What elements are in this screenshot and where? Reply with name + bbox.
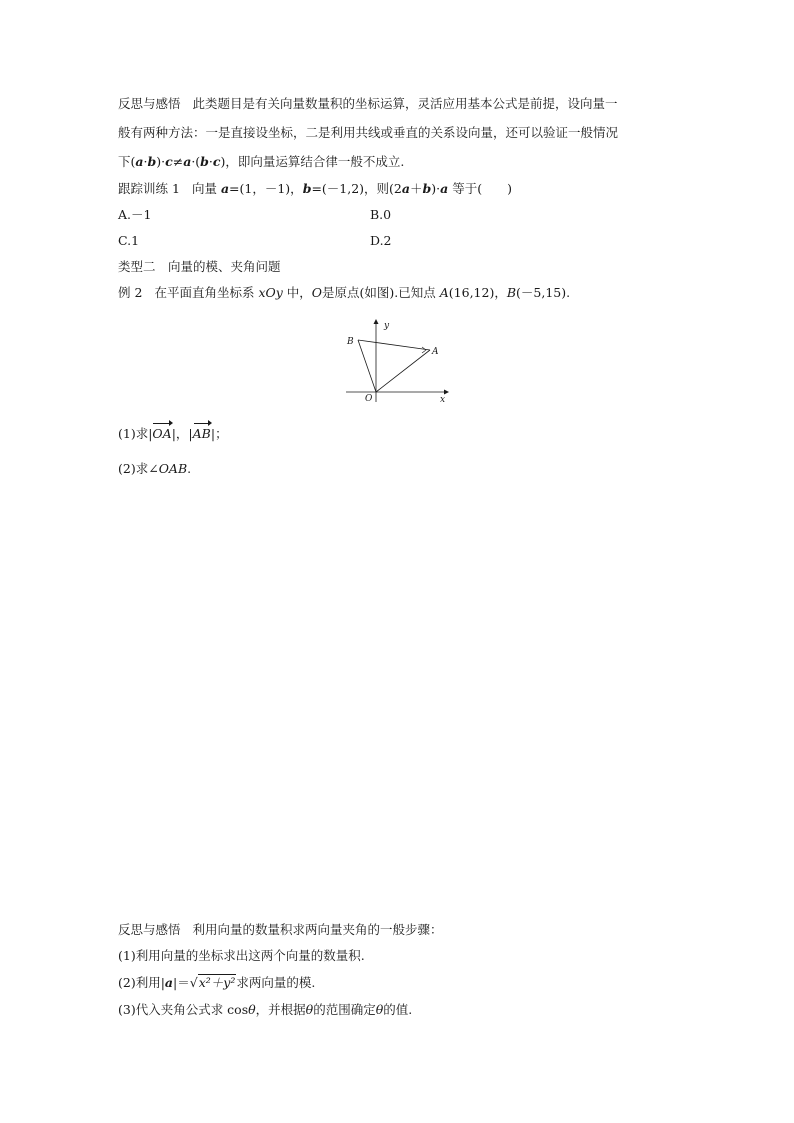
section2-title: 类型二 向量的模、夹角问题 xyxy=(118,259,281,274)
question-1: (1)求|OA|，|AB|； xyxy=(118,426,228,441)
reflection2-step2: (2)利用|a|＝√x²＋y²求两向量的模. xyxy=(118,975,316,990)
reflection1-line3: 下(a·b)·c≠a·(b·c)，即向量运算结合律一般不成立. xyxy=(118,154,405,169)
reflection1-line2: 般有两种方法：一是直接设坐标，二是利用共线或垂直的关系设向量，还可以验证一般情况 xyxy=(118,125,619,140)
sqrt-expression: x²＋y² xyxy=(198,975,236,990)
label-a: A xyxy=(432,347,439,357)
example2-stem: 例 2 在平面直角坐标系 xOy 中，O是原点(如图).已知点 A(16,12)，B(－5,15). xyxy=(118,285,571,300)
option-b: B.0 xyxy=(370,207,392,222)
label-b: B xyxy=(347,337,354,347)
reflection2-step1: (1)利用向量的坐标求出这两个向量的数量积. xyxy=(118,948,365,963)
label-x: x xyxy=(440,395,446,405)
y-axis-arrow xyxy=(374,319,379,324)
segment-oa xyxy=(376,350,430,392)
reflection2-intro: 反思与感悟 利用向量的数量积求两向量夹角的一般步骤： xyxy=(118,922,443,937)
label-o: O xyxy=(365,394,373,404)
segment-ab xyxy=(358,340,430,350)
reflection2-step3: (3)代入夹角公式求 cosθ，并根据θ的范围确定θ的值. xyxy=(118,1002,413,1017)
reflection1-line1: 反思与感悟 此类题目是有关向量数量积的坐标运算，灵活应用基本公式是前提，设向量一 xyxy=(118,96,618,111)
angle-mark-a xyxy=(422,347,426,353)
option-a: A.－1 xyxy=(118,207,152,222)
option-d: D.2 xyxy=(370,233,392,248)
reflection2-title: 反思与感悟 xyxy=(118,922,181,937)
label-y: y xyxy=(384,321,390,331)
question-2: (2)求∠OAB. xyxy=(118,461,192,476)
reflection1-title: 反思与感悟 xyxy=(118,96,181,111)
x-axis-arrow xyxy=(444,390,449,395)
segment-ob xyxy=(358,340,376,392)
option-c: C.1 xyxy=(118,233,140,248)
coordinate-figure xyxy=(340,316,452,406)
vector-ab: AB xyxy=(192,426,211,441)
exercise1-label: 跟踪训练 1 xyxy=(118,181,180,196)
vector-oa: OA xyxy=(152,426,172,441)
example2-label: 例 2 xyxy=(118,285,143,300)
exercise1-stem: 跟踪训练 1 向量 a=(1，－1)，b=(－1,2)，则(2a＋b)·a 等于( ) xyxy=(118,181,512,196)
